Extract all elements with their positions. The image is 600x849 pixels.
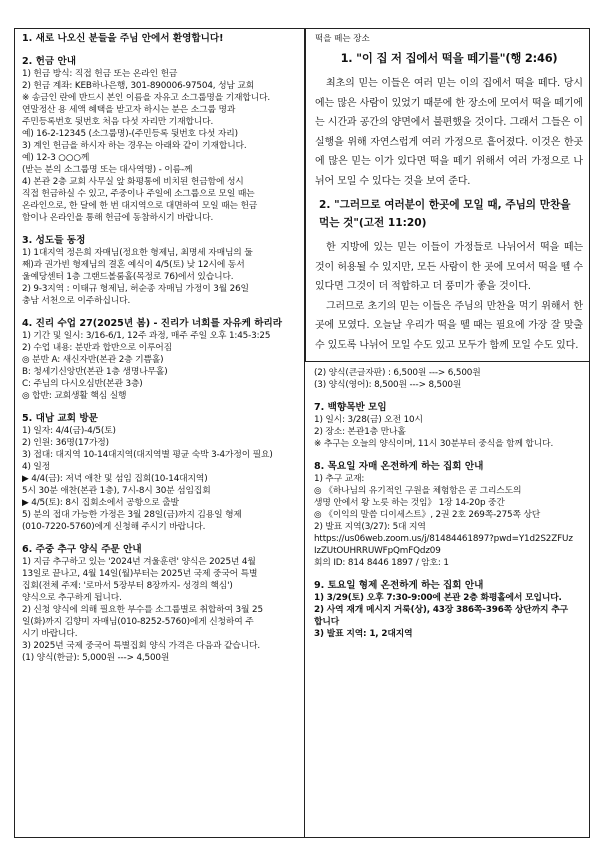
- left-text-line: C: 주님의 다시오심반(본관 3층): [22, 379, 143, 389]
- left-text-line: 연말정산 용 세액 혜택을 받고자 하시는 분은 소그룹 명과: [22, 105, 236, 115]
- right-text-line: IzZUtOUHRRUWFpQmFQdz09: [314, 546, 441, 556]
- left-text-line: 2) 신청 양식에 의해 필요한 부수를 소그룹별로 취합하여 3월 25: [22, 605, 263, 615]
- left-text-line: 4) 본관 2층 교회 사무실 앞 화평통에 비치된 헌금함에 성시: [22, 177, 244, 187]
- left-section-title: 2. 헌금 안내: [22, 56, 77, 67]
- left-text-line: 5시 30분 애찬(본관 1층), 7시-8시 30분 섬임집회: [22, 486, 211, 496]
- left-text-line: 1) 기간 및 일시: 3/16-6/1, 12주 과정, 매주 주일 오후 1:45-3:25: [22, 331, 271, 341]
- left-text-line: ▶ 4/4(금): 저녁 애찬 및 섬임 집회(10-14대지역): [22, 474, 208, 484]
- right-announcements: [314, 367, 584, 640]
- right-column: [305, 28, 590, 838]
- article-paragraph-2: 한 지방에 있는 믿는 이들이 가정들로 나뉘어서 떡을 떼는 것이 허용될 수 있지만, 모든 사람이 한 곳에 모여서 떡을 뗄 수 있다면 그것이 더 적합하고 더 풍미가 좋을 것이다.: [315, 242, 583, 292]
- article-paragraph-3: 그러므로 초기의 믿는 이들은 주님의 만찬을 먹기 위해서 한곳에 모였다. 오늘날 우리가 떡을 뗄 때는 필요에 가장 잘 맞출 수 있도록 나뉘어 모일 수도 있고 모두가 함께 모일 수도 있다.: [315, 300, 583, 351]
- section-spacer: [314, 391, 584, 402]
- left-text-line: 예) 16-2-12345 (소그룹명)-(주민등록 뒷번호 다섯 자리): [22, 129, 238, 139]
- left-text-line: 충남 서천으로 이주하십니다.: [22, 296, 131, 306]
- left-section-title: 4. 진리 수업 27(2025년 봄) - 진리가 너희를 자유케 하리라: [22, 318, 282, 329]
- section-spacer: [22, 45, 298, 56]
- left-text-line: 4) 일정: [22, 462, 51, 472]
- right-text-line: 2) 사역 재개 메시지 거룩(상), 43장 386쪽-396쪽 상단까지 추구: [314, 605, 568, 615]
- article-heading-1: 1. "이 집 저 집에서 떡을 떼기를"(행 2:46): [340, 51, 558, 65]
- left-text-line: 시기 바랍니다.: [22, 629, 78, 639]
- right-section-title: 7. 백향목반 모임: [314, 402, 387, 413]
- left-text-line: 3) 계인 헌금을 하시자 하는 경우는 아래와 같이 기재합니다.: [22, 141, 247, 151]
- right-text-line: 1) 일시: 3/28(금) 오전 10시: [314, 415, 423, 425]
- left-text-line: 13일로 끝나고, 4월 14일(월)부터는 2025년 국제 중국어 특별: [22, 569, 258, 579]
- left-text-line: 2) 헌금 계좌: KEB하나은행, 301-890006-97504, 성남 교회: [22, 81, 255, 91]
- left-text-line: 2) 9-3지역 : 이태규 형제님, 허순종 자매님 가정이 3월 26일: [22, 284, 249, 294]
- right-text-line: 회의 ID: 814 8446 1897 / 암호: 1: [314, 558, 449, 568]
- left-text-line: ◎ 분반 A: 새신자반(본관 2층 기쁨홀): [22, 355, 164, 365]
- article-heading-2: 2. "그러므로 여러분이 한곳에 모일 때, 주님의 만찬을 먹는 것"(고전 11:20): [319, 199, 571, 229]
- left-section-title: 3. 성도들 동정: [22, 235, 86, 246]
- left-text-line: (010-7220-5760)에게 신청해 주시기 바랍니다.: [22, 522, 206, 532]
- right-text-line: 1) 추구 교재:: [314, 474, 365, 484]
- left-text-line: 2) 수업 내용: 분반과 합반으로 이루어짐: [22, 343, 172, 353]
- right-text-line: 1) 3/29(토) 오후 7:30-9:00에 본관 2층 화평홀에서 모입니다.: [314, 593, 562, 603]
- section-spacer: [314, 450, 584, 461]
- left-text-line: 째)과 권가빈 형제님의 결혼 예식이 4/5(토) 낮 12시에 동서: [22, 260, 245, 270]
- left-text-line: 함이나 온라인을 통해 헌금에 동참하시기 바랍니다.: [22, 213, 214, 223]
- section-spacer: [22, 402, 298, 413]
- left-text-line: 예) 12-3 ○○○께: [22, 153, 90, 163]
- left-section-title: 1. 새로 나오신 분들을 주님 안에서 환영합니다!: [22, 33, 224, 44]
- left-text-line: 주민등록번호 뒷번호 처음 다섯 자리만 기재합니다.: [22, 117, 214, 127]
- bread-breaking-article: [305, 28, 590, 362]
- left-text-line: 온라인으로, 한 달에 한 번 대지역으로 대면하여 모일 때는 헌금: [22, 201, 258, 211]
- left-text-line: ◎ 합반: 교회생활 핵심 실행: [22, 391, 127, 401]
- right-section-title: 9. 토요일 형제 온전하게 하는 집회 안내: [314, 580, 484, 591]
- right-text-line: (3) 양식(영어): 8,500원 ---> 8,500원: [314, 380, 462, 390]
- right-text-line: 3) 발표 지역: 1, 2대지역: [314, 629, 413, 639]
- right-text-line: https://us06web.zoom.us/j/81484461897?pwd=Y1d2S2ZFUz: [314, 534, 573, 544]
- left-text-line: 양식으로 추구하게 됩니다.: [22, 593, 122, 603]
- left-text-line: 일(화)까지 김향미 자매님(010-8252-5760)에게 신청하여 주: [22, 617, 254, 627]
- right-text-line: 2) 발표 지역(3/27): 5대 지역: [314, 522, 426, 532]
- section-spacer: [22, 533, 298, 544]
- left-text-line: ※ 송금인 란에 반드시 본인 이름을 자유고 소그룹명을 기재합니다.: [22, 93, 271, 103]
- left-text-line: 1) 1대지역 정은희 자매님(정요한 형제님, 최명세 자매님의 둘: [22, 248, 253, 258]
- left-text-line: ▶ 4/5(토): 8시 집회소에서 공항으로 출발: [22, 498, 179, 508]
- left-text-line: 5) 분의 접대 가능한 가정은 3월 28일(금)까지 김용일 형제: [22, 510, 242, 520]
- left-text-line: 1) 지금 추구하고 있는 '2024년 겨울훈련' 양식은 2025년 4월: [22, 557, 256, 567]
- article-label: 떡을 떼는 장소: [315, 34, 370, 44]
- right-text-line: ◎ 《하나님의 유기적인 구원을 체험함은 곧 그리스도의: [314, 486, 522, 496]
- section-spacer: [22, 224, 298, 235]
- left-text-line: 1) 헌금 방식: 직접 헌금 또는 온라인 헌금: [22, 69, 178, 79]
- right-text-line: 생명 안에서 왕 노릇 하는 것임》 1장 14-20p 중간: [314, 498, 505, 508]
- left-text-line: 집회(전체 주제: '로마서 5장부터 8장까지- 성경의 핵심'): [22, 581, 233, 591]
- right-section-title: 8. 목요일 자매 온전하게 하는 집회 안내: [314, 461, 484, 472]
- article-paragraph-1: 최초의 믿는 이들은 여러 믿는 이의 집에서 떡을 떼다. 당시에는 많은 사람이 있었기 때문에 한 장소에 모여서 떡을 떼기에는 시간과 공간의 양면에서 불편했을 것이다. 그래서 그들은 이 실행을 위해 자연스럽게 여러 가정으로 흩어졌다. 이것은 한곳에 많은 믿는 이가 있다면 떡을 떼기 위해서 여러 가정으로 나뉘어 모일 수 있다는 것을 보여 준다.: [315, 78, 583, 187]
- left-text-line: B: 청세기신앙반(본관 1층 생명나무홀): [22, 367, 168, 377]
- left-text-line: 울예당센터 1층 그랜드볼룸홀(목정로 76)에서 있습니다.: [22, 272, 234, 282]
- left-text-line: 2) 인원: 36명(17가정): [22, 438, 109, 448]
- right-text-line: ◎ 《이익의 말씀 디이세스트》, 2권 2호 269쪽-275쪽 상단: [314, 510, 541, 520]
- left-text-line: 3) 2025년 국제 중국어 특별집회 양식 가격은 다음과 같습니다.: [22, 641, 260, 651]
- left-section-title: 6. 주중 추구 양식 주문 안내: [22, 544, 142, 555]
- right-text-line: (2) 양식(큰글자판) : 6,500원 ---> 6,500원: [314, 368, 481, 378]
- section-spacer: [314, 569, 584, 580]
- right-text-line: 합니다: [314, 617, 340, 627]
- left-section-title: 5. 대남 교회 방문: [22, 413, 98, 424]
- left-text-line: (1) 양식(한글): 5,000원 ---> 4,500원: [22, 653, 170, 663]
- left-text-line: 1) 일자: 4/4(금)-4/5(토): [22, 426, 116, 436]
- left-text-line: 3) 접대: 대지역 10-14대지역(대지역별 평균 숙박 3-4가정이 필요): [22, 450, 273, 460]
- right-text-line: 2) 장소: 본관1층 만나홀: [314, 427, 406, 437]
- left-text-line: (받는 분의 소그룹명 또는 대사역명) - 이름-께: [22, 165, 193, 175]
- right-text-line: ※ 추구는 오늘의 양식이며, 11시 30분부터 중식을 함께 합니다.: [314, 439, 554, 449]
- section-spacer: [22, 307, 298, 318]
- left-column: [14, 28, 305, 838]
- left-text-line: 직접 헌금하실 수 있고, 주중이나 주일에 소그룹으로 모일 때는: [22, 189, 255, 199]
